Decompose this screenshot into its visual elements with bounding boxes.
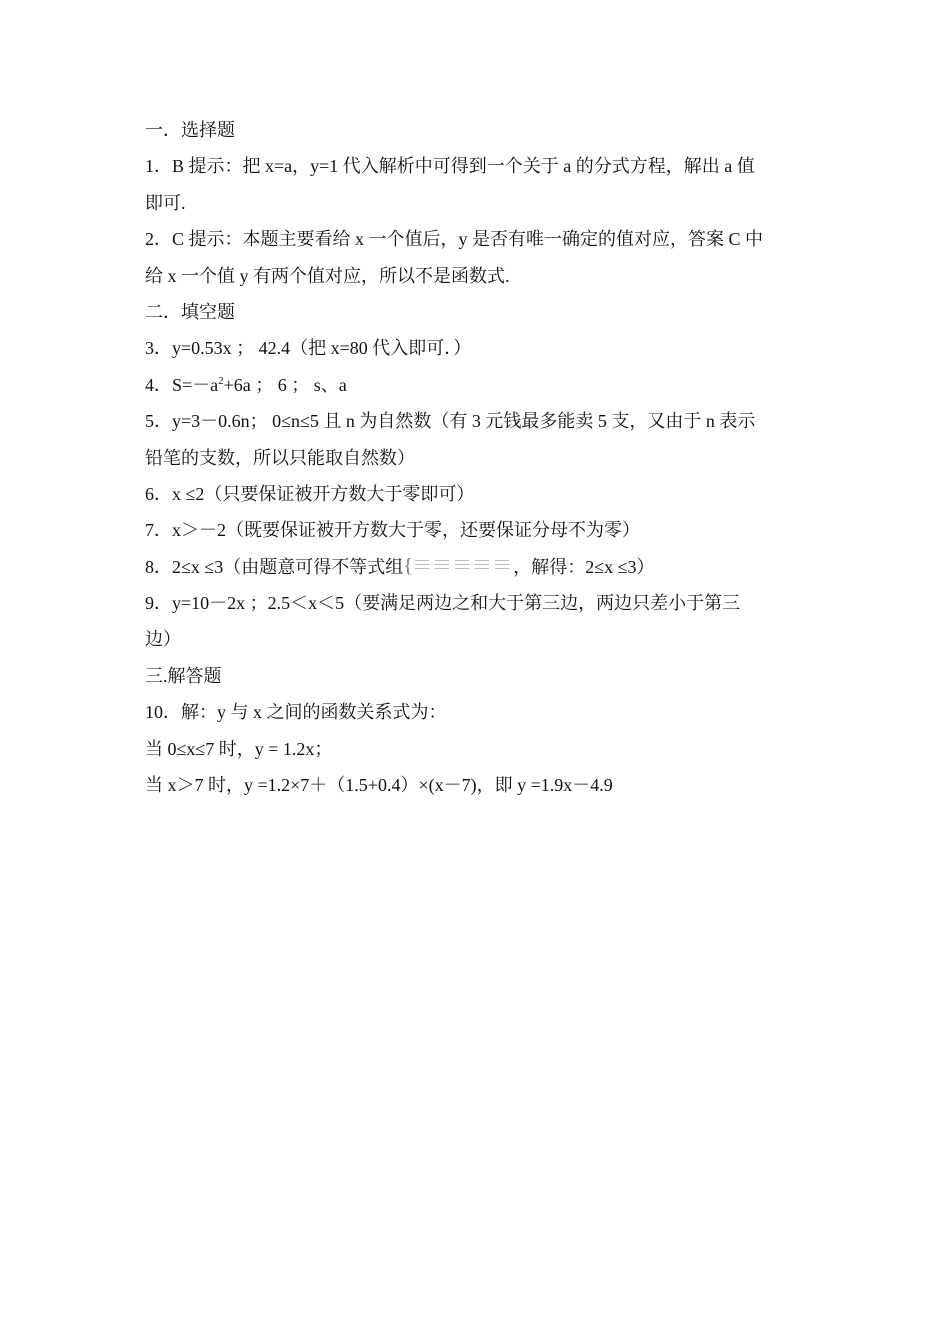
faint-mark (455, 560, 469, 572)
answer-10-case-1: 当 0≤x≤7 时，y = 1.2x； (145, 738, 333, 759)
inequality-system-image (403, 554, 513, 577)
faint-mark (435, 560, 449, 572)
answer-5-line-1: 5．y=3－0.6n； 0≤n≤5 且 n 为自然数（有 3 元钱最多能卖 5 支，又由于 n 表示 (145, 411, 756, 432)
answer-2-line-1: 2．C 提示：本题主要看给 x 一个值后，y 是否有唯一确定的值对应，答案 C 中 (145, 229, 764, 250)
answer-9-line-2: 边） (145, 629, 181, 650)
answer-content (145, 112, 805, 803)
answer-4-pre: 4．S=－a (145, 374, 219, 395)
faint-mark (475, 560, 489, 572)
faint-mark (495, 560, 509, 572)
answer-10: 10．解：y 与 x 之间的函数关系式为： (145, 702, 447, 723)
answer-4 (145, 367, 805, 403)
answer-4-exponent: 2 (218, 374, 224, 387)
section-heading-choice: 一．选择题 (145, 120, 235, 140)
answer-4-post: +6a ； 6 ； s、a (223, 374, 347, 395)
answer-7: 7．x＞－2（既要保证被开方数大于零，还要保证分母不为零） (145, 520, 640, 541)
faint-mark (415, 560, 429, 572)
section-heading-solve: 三.解答题 (145, 665, 222, 686)
answer-3: 3．y=0.53x ； 42.4（把 x=80 代入即可．） (145, 338, 472, 359)
answer-1-line-1: 1．B 提示：把 x=a，y=1 代入解析中可得到一个关于 a 的分式方程，解出 a 值 (145, 156, 755, 177)
answer-10-case-2: 当 x＞7 时，y =1.2×7＋（1.5+0.4）×(x－7)，即 y =1.9x－4.9 (145, 775, 613, 796)
answer-8-pre: 8．2≤x ≤3（由题意可得不等式组 (145, 556, 404, 577)
brace-glyph: { (403, 554, 413, 577)
answer-9-line-1: 9．y=10－2x ；2.5＜x＜5（要满足两边之和大于第三边，两边只差小于第三 (145, 593, 741, 614)
section-heading-fill: 二．填空题 (145, 301, 235, 322)
answer-2-line-2: 给 x 一个值 y 有两个值对应，所以不是函数式. (145, 265, 510, 286)
answer-8 (145, 549, 805, 585)
answer-1-line-2: 即可. (145, 192, 186, 213)
answer-6: 6．x ≤2（只要保证被开方数大于零即可） (145, 483, 475, 504)
answer-8-post: ，解得：2≤x ≤3） (513, 556, 655, 577)
answer-5-line-2: 铅笔的支数，所以只能取自然数） (145, 447, 415, 468)
